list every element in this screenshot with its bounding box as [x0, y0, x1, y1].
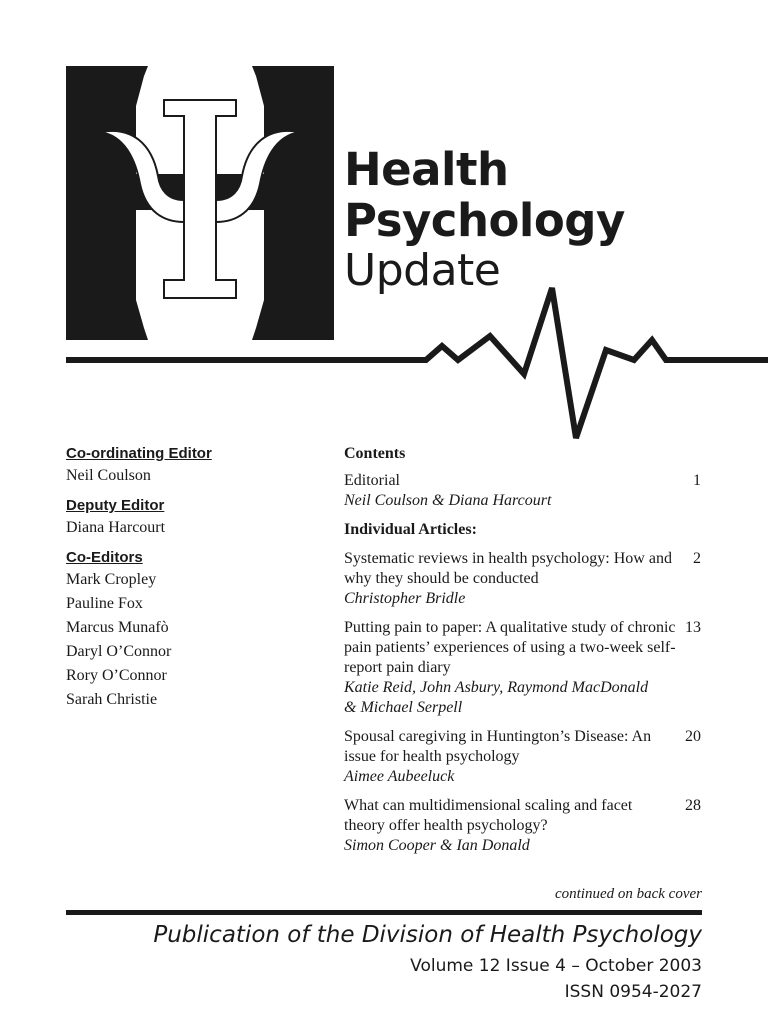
entry-authors: Simon Cooper & Ian Donald — [344, 837, 530, 854]
contents-panel — [344, 444, 704, 865]
coordinating-editor-heading: Co-ordinating Editor — [66, 445, 212, 462]
entry-page-number: 20 — [685, 728, 701, 745]
entry-title: What can multidimensional scaling and facet theory offer health psychology? — [344, 797, 633, 834]
individual-articles-label: Individual Articles: — [344, 521, 477, 538]
heartbeat-line — [66, 280, 768, 450]
entry-authors: Christopher Bridle — [344, 590, 466, 607]
masthead-title-update: Update — [344, 245, 501, 296]
entry-title: Editorial — [344, 472, 400, 489]
contents-heading: Contents — [344, 445, 406, 462]
co-editor-name: Daryl O’Connor — [66, 643, 172, 660]
volume-issue: Volume 12 Issue 4 – October 2003 — [410, 956, 702, 976]
entry-authors: Aimee Aubeeluck — [344, 768, 455, 785]
entry-page-number: 1 — [693, 472, 701, 489]
contents-entry-article[interactable] — [344, 796, 704, 856]
entry-authors: Katie Reid, John Asbury, Raymond MacDonald & Michael Serpell — [344, 679, 649, 716]
entry-title: Putting pain to paper: A qualitative study of chronic pain patients’ experiences of using a two-week self-report pain diary — [344, 619, 676, 676]
entry-authors: Neil Coulson & Diana Harcourt — [344, 492, 552, 509]
co-editor-name: Sarah Christie — [66, 691, 158, 708]
entry-page-number: 28 — [685, 797, 701, 814]
entry-page-number: 2 — [693, 550, 701, 567]
publication-line: Publication of the Division of Health Psychology — [153, 922, 702, 948]
entry-page-number: 13 — [685, 619, 701, 636]
entry-title: Systematic reviews in health psychology: How and why they should be conducted — [344, 550, 672, 587]
co-editor-name: Marcus Munafò — [66, 619, 169, 636]
co-editor-name: Rory O’Connor — [66, 667, 167, 684]
masthead-title-health: Health — [344, 143, 509, 196]
entry-title: Spousal caregiving in Huntington’s Disease: An issue for health psychology — [344, 728, 652, 765]
contents-entry-editorial[interactable] — [344, 471, 704, 511]
contents-entry-article[interactable] — [344, 618, 704, 718]
co-editor-name: Mark Cropley — [66, 571, 157, 588]
co-editor-name: Pauline Fox — [66, 595, 143, 612]
contents-entry-article[interactable] — [344, 549, 704, 609]
coordinating-editor-name: Neil Coulson — [66, 467, 151, 484]
masthead-title-psychology: Psychology — [344, 194, 625, 247]
deputy-editor-heading: Deputy Editor — [66, 497, 165, 514]
issn: ISSN 0954-2027 — [564, 982, 702, 1002]
continued-note: continued on back cover — [554, 886, 702, 902]
contents-entry-article[interactable] — [344, 727, 704, 787]
heartbeat-trace — [66, 288, 768, 438]
deputy-editor-name: Diana Harcourt — [66, 519, 166, 536]
footer-rule — [66, 910, 702, 915]
co-editors-heading: Co-Editors — [66, 549, 143, 566]
editors-panel — [66, 444, 306, 720]
